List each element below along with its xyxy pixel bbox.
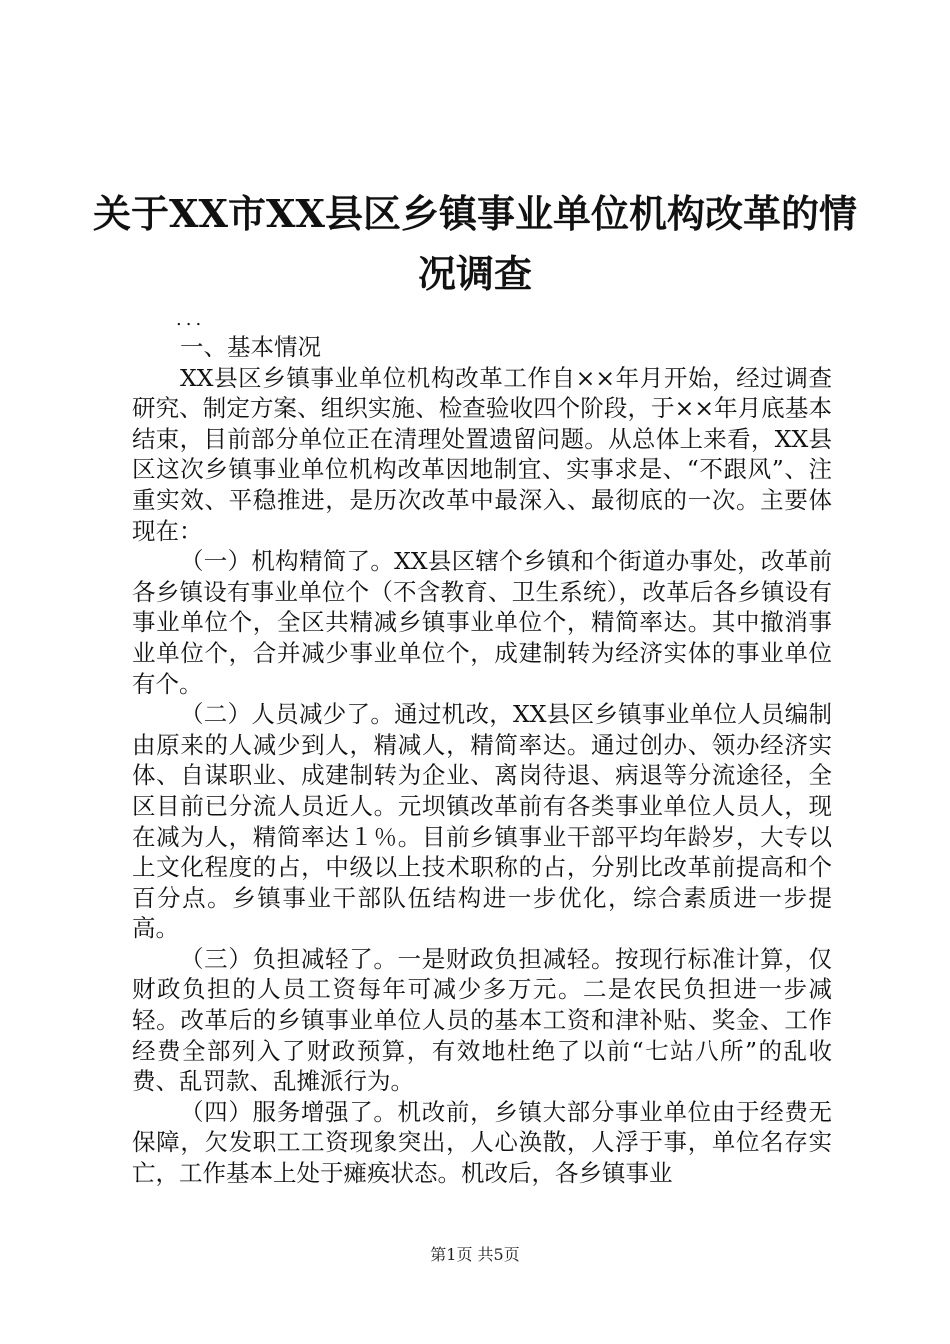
document-title: 关于XX市XX县区乡镇事业单位机构改革的情况调查	[93, 191, 857, 296]
ellipsis-marker: ...	[176, 309, 206, 330]
paragraph-item-1: （一）机构精简了。XX县区辖个乡镇和个街道办事处，改革前各乡镇设有事业单位个（不含教育、卫生系统），改革后各乡镇设有事业单位个，全区共精减乡镇事业单位个，精简率达。其中撤消事业单位个，合并减少事业单位个，成建制转为经济实体的事业单位有个。	[132, 547, 832, 698]
paragraph-intro: XX县区乡镇事业单位机构改革工作自××年月开始，经过调查研究、制定方案、组织实施、检查验收四个阶段，于××年月底基本结束，目前部分单位正在清理处置遗留问题。从总体上来看，XX县区这次乡镇事业单位机构改革因地制宜、实事求是、“不跟风”、注重实效、平稳推进，是历次改革中最深入、最彻底的一次。主要体现在：	[132, 363, 832, 545]
section-heading: 一、基本情况	[180, 333, 321, 361]
page-footer: 第1页 共5页	[430, 1245, 520, 1264]
paragraph-item-3: （三）负担减轻了。一是财政负担减轻。按现行标准计算，仅财政负担的人员工资每年可减少多万元。二是农民负担进一步减轻。改革后的乡镇事业单位人员的基本工资和津补贴、奖金、工作经费全部列入了财政预算，有效地杜绝了以前“七站八所”的乱收费、乱罚款、乱摊派行为。	[132, 944, 832, 1096]
paragraph-item-4: （四）服务增强了。机改前，乡镇大部分事业单位由于经费无保障，欠发职工工资现象突出，人心涣散，人浮于事，单位名存实亡，工作基本上处于瘫痪状态。机改后，各乡镇事业	[132, 1097, 832, 1188]
document-body	[132, 308, 832, 1189]
paragraph-item-2: （二）人员减少了。通过机改，XX县区乡镇事业单位人员编制由原来的人减少到人，精减人，精简率达。通过创办、领办经济实体、自谋职业、成建制转为企业、离岗待退、病退等分流途径，全区目前已分流人员近人。元坝镇改革前有各类事业单位人员人，现在减为人，精简率达１％。目前乡镇事业干部平均年龄岁，大专以上文化程度的占，中级以上技术职称的占，分别比改革前提高和个百分点。乡镇事业干部队伍结构进一步优化，综合素质进一步提高。	[132, 700, 832, 943]
